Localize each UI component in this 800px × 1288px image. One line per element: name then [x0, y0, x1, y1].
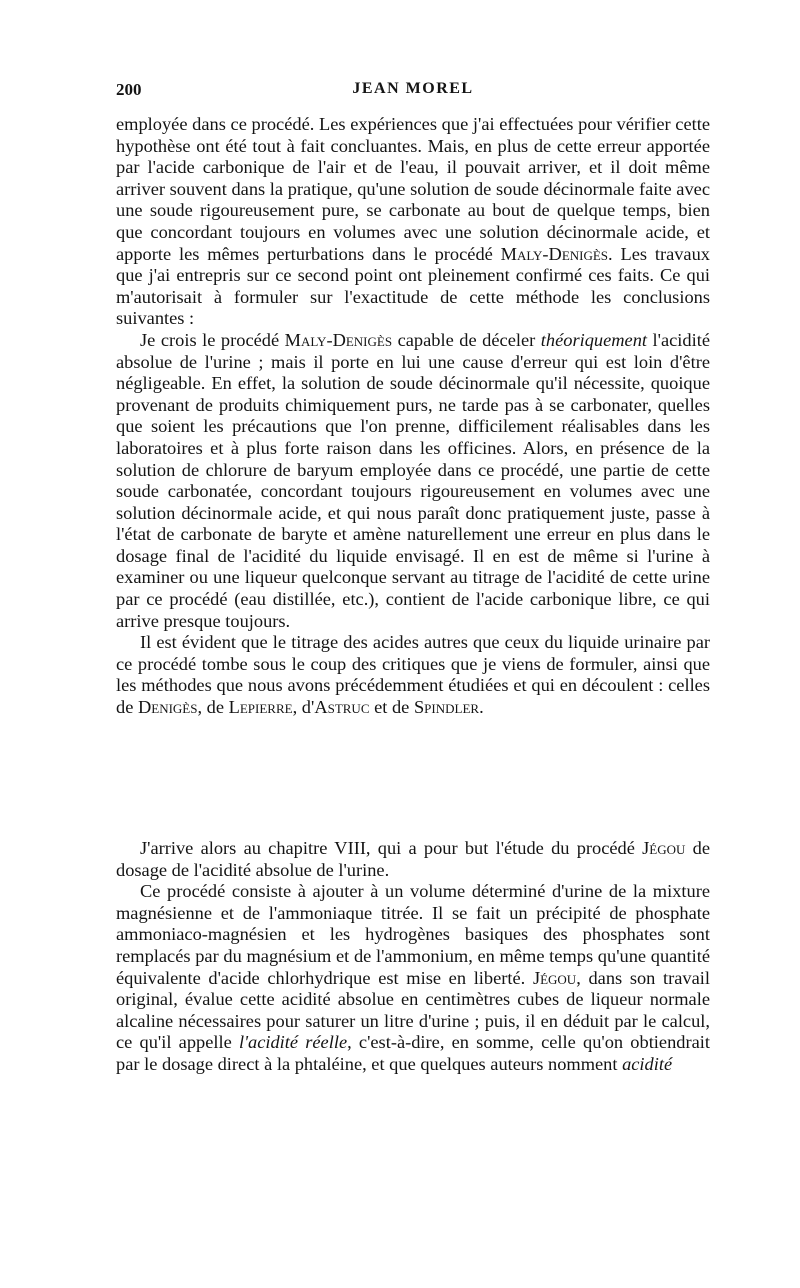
paragraph-2: Je crois le procédé Maly-Denigès capable de déceler théoriquement l'acidité absolue de l'urine ; mais il porte en lui une cause d'erreur qui est loin d'être négligeable. En effet, la solution de soude décinormale qu'il nécessite, quoique provenant de produits chimiquement purs, ne tarde pas à se carbonater, quelles que soient les précautions que l'on prenne, difficilement réalisables dans les laboratoires et à plus forte raison dans les officines. Alors, en présence de la solution de chlorure de baryum employée dans ce procédé, une partie de cette soude carbonatée, concordant toujours rigoureusement en volumes avec une solution décinormale acide, et qui nous paraît donc pratiquement juste, passe à l'état de carbonate de baryte et amène naturellement une erreur en plus dans le dosage final de l'acidité du liquide envisagé. Il en est de même si l'urine à examiner ou une liqueur quelconque servant au titrage de l'acidité de cette urine par ce procédé (eau distillée, etc.), contient de l'acide carbonique libre, ce qui arrive presque toujours.: [116, 329, 710, 631]
paragraph-1: employée dans ce procédé. Les expériences que j'ai effectuées pour vérifier cette hypothèse ont été tout à fait concluantes. Mais, en plus de cette erreur apportée par l'acide carbonique de l'air et de l'eau, il pouvait arriver, et il doit même arriver souvent dans la pratique, qu'une solution de soude décinormale faite avec une soude rigoureusement pure, se carbonate au bout de quelque temps, bien que concordant toujours en volumes avec une solution décinormale acide, et apporte les mêmes perturbations dans le procédé Maly-Denigès. Les travaux que j'ai entrepris sur ce second point ont pleinement confirmé ces faits. Ce qui m'autorisait à formuler sur l'exactitude de cette méthode les conclusions suivantes :: [116, 114, 710, 329]
running-title: JEAN MOREL: [352, 80, 474, 97]
text-section-2: [116, 838, 710, 1076]
page-number: 200: [116, 80, 142, 99]
paragraph-4: J'arrive alors au chapitre VIII, qui a pour but l'étude du procédé Jégou de dosage de l'acidité absolue de l'urine.: [116, 838, 710, 880]
page-header: [116, 80, 710, 104]
paragraph-3: Il est évident que le titrage des acides autres que ceux du liquide urinaire par ce procédé tombe sous le coup des critiques que je viens de formuler, ainsi que les méthodes que nous avons précédemment étudiées et qui en découlent : celles de Denigès, de Lepierre, d'Astruc et de Spindler.: [116, 632, 710, 718]
text-section-1: [116, 114, 710, 719]
paragraph-5: Ce procédé consiste à ajouter à un volume déterminé d'urine de la mixture magnésienne et de l'ammoniaque titrée. Il se fait un précipité de phosphate ammoniaco-magnésien et les hydrogènes basiques des phosphates sont remplacés par du magnésium et de l'ammonium, en même temps qu'une quantité équivalente d'acide chlorhydrique est mise en liberté. Jégou, dans son travail original, évalue cette acidité absolue en centimètres cubes de liqueur normale alcaline nécessaires pour saturer un litre d'urine ; puis, il en déduit par le calcul, ce qu'il appelle l'acidité réelle, c'est-à-dire, en somme, celle qu'on obtiendrait par le dosage direct à la phtaléine, et que quelques auteurs nomment acidité: [116, 881, 711, 1074]
